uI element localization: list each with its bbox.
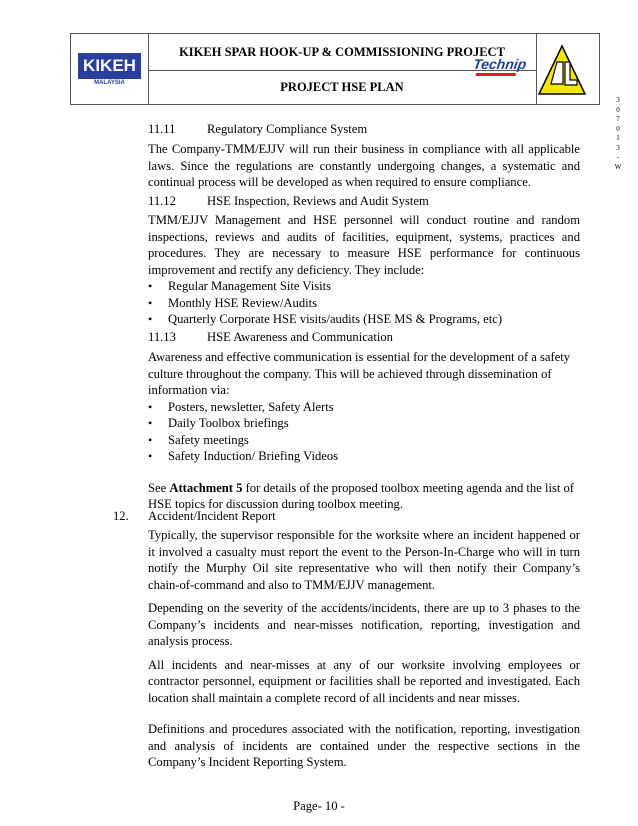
margin-code-char: 3: [616, 143, 620, 152]
list-item: • Regular Management Site Visits: [148, 278, 580, 295]
paragraph: Definitions and procedures associated with the notification, reporting, investigation and analysis of incidents are contained under the respective sections in the Company’s Incident Reporting System.: [148, 722, 580, 769]
page-number: Page- 10 -: [293, 799, 345, 813]
list-item: • Daily Toolbox briefings: [148, 415, 580, 432]
technip-logo-text: Technip: [472, 56, 528, 72]
section-12-heading: [113, 509, 276, 524]
technip-logo: [472, 56, 528, 76]
margin-code-char: W: [614, 162, 622, 171]
section-11-11-body: [148, 141, 580, 191]
el-logo-icon: [537, 44, 587, 96]
document-title: PROJECT HSE PLAN: [280, 80, 404, 94]
technip-logo-bar: [476, 73, 516, 76]
section-number: 11.13: [148, 330, 176, 344]
section-title: HSE Awareness and Communication: [207, 330, 393, 344]
kikeh-logo: [78, 53, 141, 86]
text-run: for details of the proposed toolbox meeting agenda and the list of HSE topics for discussion during toolbox meeting.: [148, 480, 575, 511]
paragraph: The Company-TMM/EJJV will run their business in compliance with all applicable laws. Since the regulations are constantly undergoing changes, a systematic and continual process will be developed as when required to ensure compliance.: [148, 142, 580, 189]
paragraph: Depending on the severity of the accidents/incidents, there are up to 3 phases to the Company’s incidents and near-misses notification, reporting, investigation and analysis process.: [148, 601, 580, 648]
list-item: • Safety meetings: [148, 432, 580, 449]
attachment-link-text: Attachment 5: [169, 480, 243, 495]
margin-code-char: 0: [616, 105, 620, 114]
section-number: 11.11: [148, 122, 176, 136]
margin-code-char: 7: [616, 115, 620, 123]
section-number: 12.: [113, 509, 129, 523]
kikeh-logo-subtext: MALAYSIA: [94, 79, 125, 86]
margin-code-char: 0: [616, 124, 620, 133]
list-item: • Posters, newsletter, Safety Alerts: [148, 399, 580, 416]
attachment-reference: [148, 480, 580, 513]
margin-document-code: [614, 96, 622, 172]
section-11-13-heading: [148, 330, 393, 345]
section-title: Regulatory Compliance System: [207, 122, 368, 136]
margin-code-char: 3: [616, 96, 620, 104]
paragraph: All incidents and near-misses at any of our worksite involving employees or contractor personnel, equipment or facilities shall be reported and investigated. Each location shall maintain a complete record of all incidents and near misses.: [148, 657, 580, 705]
list-item: • Monthly HSE Review/Audits: [148, 295, 580, 312]
kikeh-logo-cell: [71, 34, 149, 104]
section-title: Accident/Incident Report: [148, 509, 276, 523]
section-title: HSE Inspection, Reviews and Audit System: [207, 194, 429, 208]
kikeh-logo-text: KIKEH: [78, 53, 141, 79]
document-header: [70, 33, 600, 105]
text-run: See: [148, 480, 170, 495]
section-number: 11.12: [148, 194, 176, 208]
project-title: KIKEH SPAR HOOK-UP & COMMISSIONING PROJECT: [148, 34, 536, 71]
list-item: • Quarterly Corporate HSE visits/audits (HSE MS & Programs, etc): [148, 311, 580, 328]
section-11-12-heading: [148, 194, 429, 209]
bullet-list: [148, 278, 580, 328]
section-11-11-heading: [148, 122, 368, 137]
list-item: • Safety Induction/ Briefing Videos: [148, 448, 580, 465]
section-11-12-body: [148, 212, 580, 328]
section-12-body: [148, 527, 580, 771]
margin-code-char: -: [616, 153, 620, 161]
paragraph: TMM/EJJV Management and HSE personnel will conduct routine and random inspections, reviews and audits of facilities, equipment, systems, practices and procedures. They are necessary to measure HSE performance for continuous improvement and rectify any deficiency. They include:: [148, 213, 580, 277]
paragraph: Awareness and effective communication is essential for the development of a safety culture throughout the company. This will be achieved through dissemination of information via:: [148, 350, 571, 397]
margin-code-char: 1: [616, 134, 620, 142]
section-11-13-body: [148, 349, 580, 513]
bullet-list: [148, 399, 580, 465]
paragraph: Typically, the supervisor responsible for the worksite where an incident happened or it involved a casualty must report the event to the Person-In-Charge who will in turn notify the Murphy Oil site representative who will then notify their Company’s chain-of-command and also to TMM/EJJV management.: [148, 528, 580, 592]
